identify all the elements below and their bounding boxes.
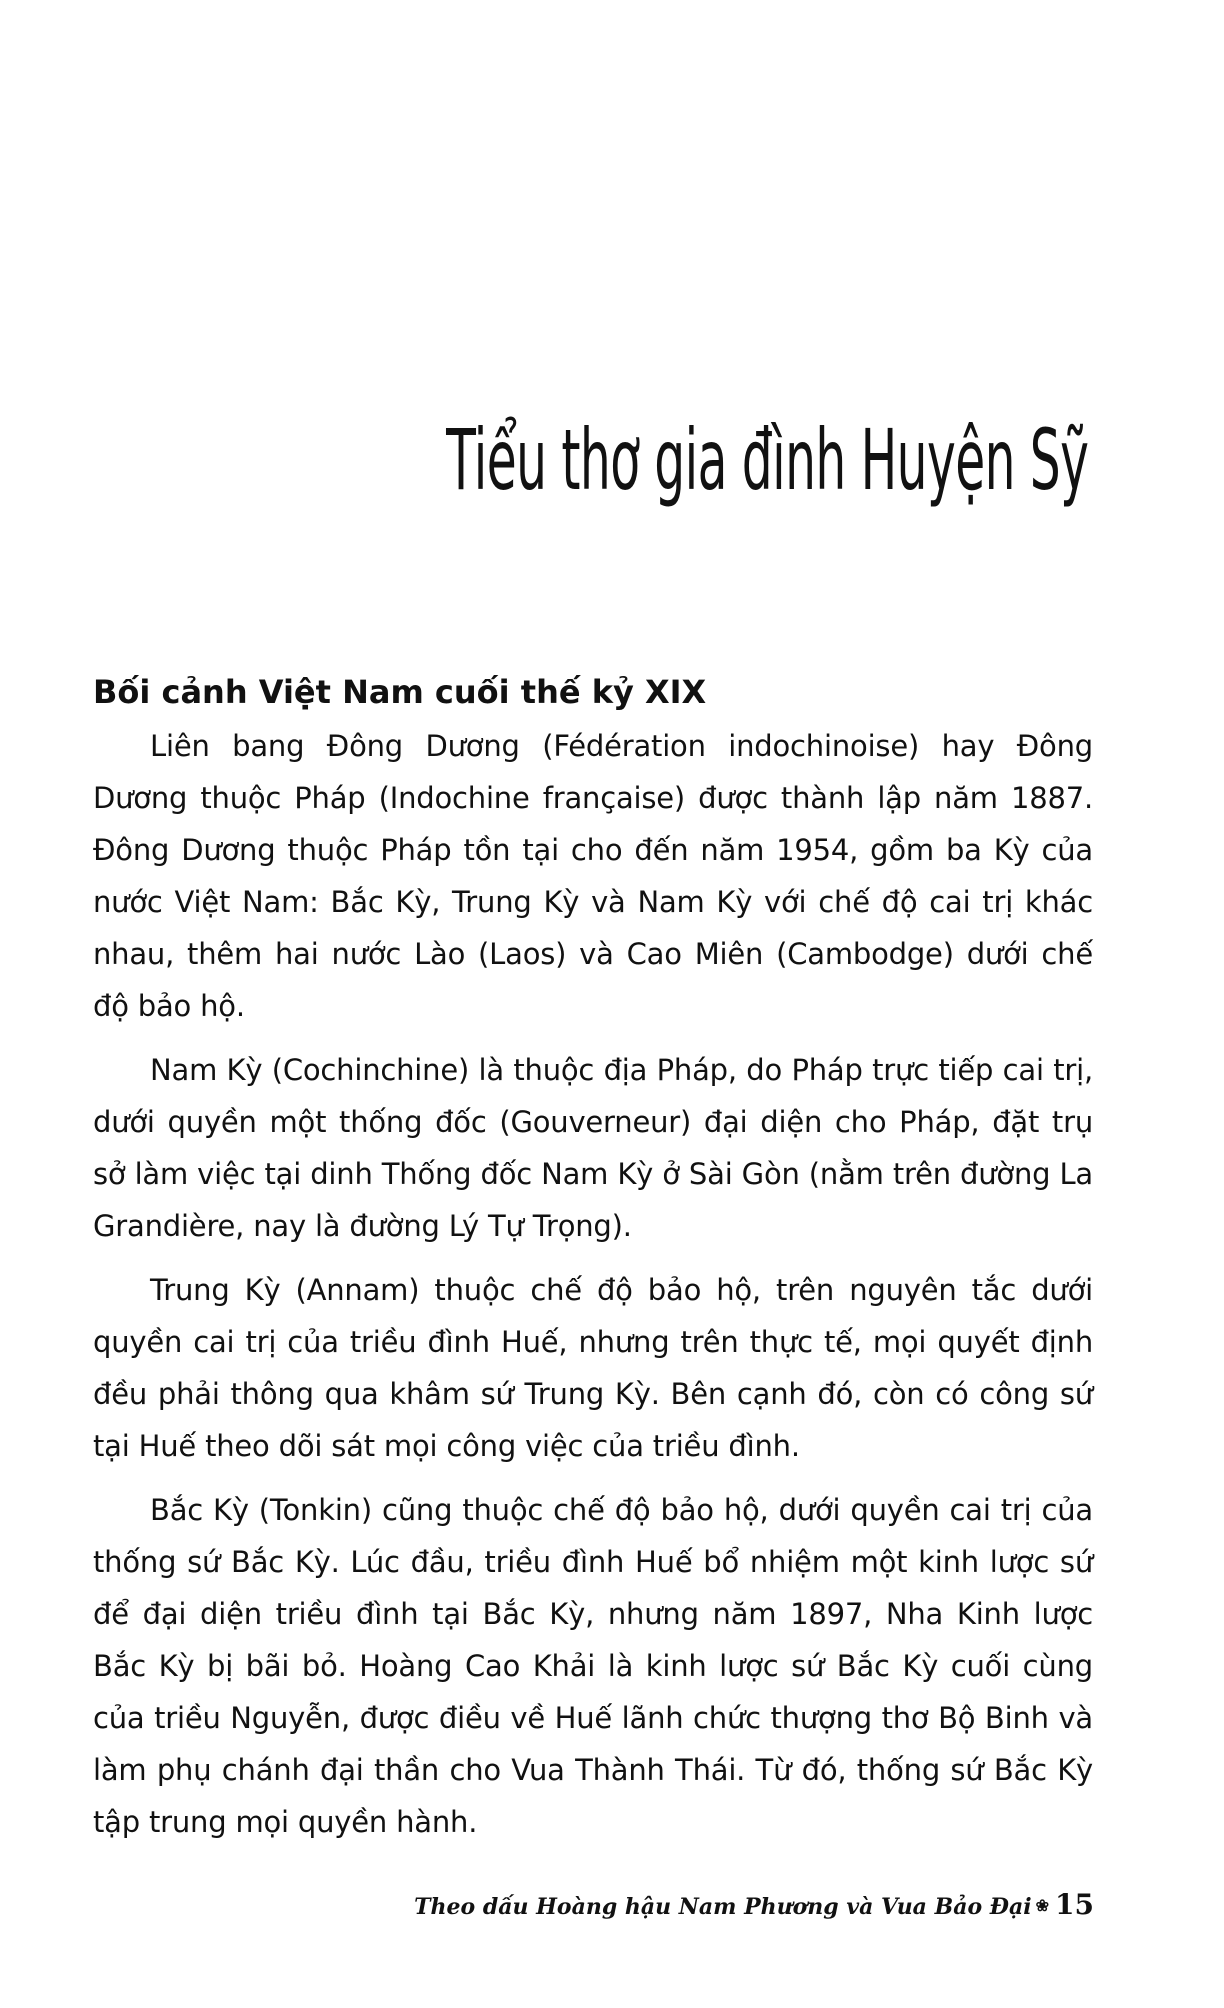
paragraph-4: Bắc Kỳ (Tonkin) cũng thuộc chế độ bảo hộ, dưới quyền cai trị của thống sứ Bắc Kỳ. Lúc đầu, triều đình Huế bổ nhiệm một kinh lược sứ để đại diện triều đình tại Bắc Kỳ, nhưng năm 1897, Nha Kinh lược Bắc Kỳ bị bãi bỏ. Hoàng Cao Khải là kinh lược sứ Bắc Kỳ cuối cùng của triều Nguyễn, được điều về Huế lãnh chức thượng thơ Bộ Binh và làm phụ chánh đại thần cho Vua Thành Thái. Từ đó, thống sứ Bắc Kỳ tập trung mọi quyền hành. — [93, 1493, 1093, 1839]
chapter-title: Tiểu thơ gia đình Huyện Sỹ — [445, 411, 1088, 509]
section-heading: Bối cảnh Việt Nam cuối thế kỷ XIX — [93, 673, 707, 711]
paragraph-2: Nam Kỳ (Cochinchine) là thuộc địa Pháp, do Pháp trực tiếp cai trị, dưới quyền một thống đốc (Gouverneur) đại diện cho Pháp, đặt trụ sở làm việc tại dinh Thống đốc Nam Kỳ ở Sài Gòn (nằm trên đường La Grandière, nay là đường Lý Tự Trọng). — [93, 1053, 1093, 1243]
page-number: 15 — [1055, 1888, 1094, 1921]
paragraph-1: Liên bang Đông Dương (Fédération indochinoise) hay Đông Dương thuộc Pháp (Indochine française) được thành lập năm 1887. Đông Dương thuộc Pháp tồn tại cho đến năm 1954, gồm ba Kỳ của nước Việt Nam: Bắc Kỳ, Trung Kỳ và Nam Kỳ với chế độ cai trị khác nhau, thêm hai nước Lào (Laos) và Cao Miên (Cambodge) dưới chế độ bảo hộ. — [93, 729, 1093, 1023]
paragraph-3: Trung Kỳ (Annam) thuộc chế độ bảo hộ, trên nguyên tắc dưới quyền cai trị của triều đình Huế, nhưng trên thực tế, mọi quyết định đều phải thông qua khâm sứ Trung Kỳ. Bên cạnh đó, còn có công sứ tại Huế theo dõi sát mọi công việc của triều đình. — [93, 1273, 1093, 1463]
footer-book-title: Theo dấu Hoàng hậu Nam Phương và Vua Bảo Đại — [414, 1894, 1032, 1920]
flower-ornament-icon: ❀ — [1035, 1896, 1050, 1915]
running-footer — [414, 1888, 1094, 1921]
page-body — [93, 662, 1093, 1860]
